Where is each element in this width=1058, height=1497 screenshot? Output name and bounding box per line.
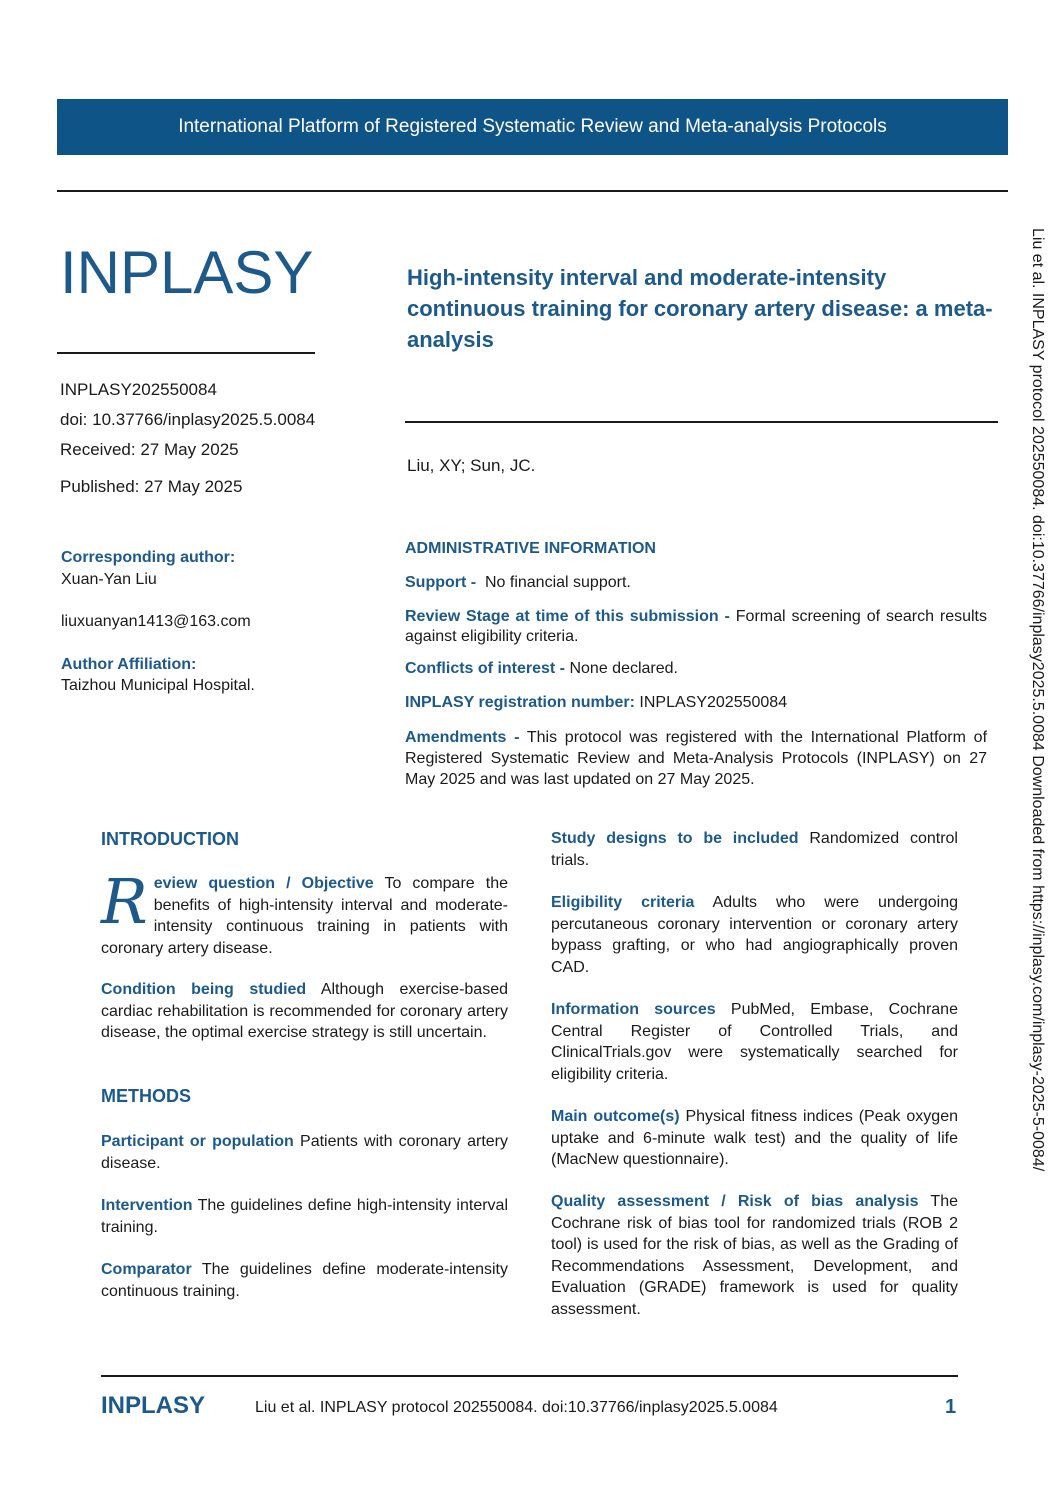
admin-heading (405, 539, 987, 559)
quality-assessment-text: The Cochrane risk of bias tool for randomized trials (ROB 2 tool) is used for the risk of bias, as well as the Grading of Recommendations Assessment, Development, and Evaluation (GRADE) framework is used for quality assessment. (551, 1193, 958, 1318)
quality-assessment-paragraph (551, 1191, 958, 1320)
main-outcomes-paragraph (551, 1106, 958, 1171)
support-field (405, 573, 987, 593)
main-outcomes-label: Main outcome(s) (551, 1108, 680, 1125)
intervention-label: Intervention (101, 1197, 193, 1214)
intervention-paragraph (101, 1195, 508, 1238)
review-stage-value: Formal screening of search results against eligibility criteria. (405, 608, 988, 645)
methods-heading: METHODS (101, 1086, 191, 1106)
inplasy-logo: INPLASY (60, 239, 314, 306)
eligibility-text: Adults who were undergoing percutaneous coronary intervention or coronary artery bypass grafting, or who had angiographically proven CAD. (551, 894, 959, 976)
comparator-paragraph (101, 1259, 508, 1302)
header-banner: International Platform of Registered Systematic Review and Meta-analysis Protocols (57, 99, 1008, 155)
footer-logo: INPLASY (101, 1392, 206, 1419)
title-rule (405, 421, 998, 423)
logo-rule (57, 352, 315, 354)
eligibility-paragraph (551, 892, 958, 978)
registration-number-label: INPLASY registration number: (405, 694, 635, 711)
drop-cap: R (101, 865, 148, 938)
study-design-label: Study designs to be included (551, 830, 799, 847)
support-label: Support - (405, 574, 477, 591)
review-stage-field (405, 607, 987, 647)
conflicts-field (405, 659, 987, 679)
review-stage-label: Review Stage at time of this submission - (405, 608, 730, 625)
registration-number-field (405, 693, 987, 713)
corresponding-author-heading: Corresponding author: (61, 549, 236, 566)
information-sources-text: PubMed, Embase, Cochrane Central Register of Controlled Trials, and ClinicalTrials.gov were systematically searched for eligibility criteria. (551, 1001, 958, 1083)
condition-paragraph (101, 979, 508, 1044)
registration-number-value: INPLASY202550084 (639, 694, 788, 711)
vertical-citation-sidebar: Liu et al. INPLASY protocol 202550084. doi:10.37766/inplasy2025.5.0084 Downloaded from https://inplasy.com/inplasy-2025-5-0084/ (1029, 228, 1046, 1172)
introduction-heading: INTRODUCTION (101, 829, 239, 849)
footer-citation: Liu et al. INPLASY protocol 202550084. doi:10.37766/inplasy2025.5.0084 (255, 1399, 778, 1416)
review-question-paragraph (101, 865, 509, 959)
participant-paragraph (101, 1131, 508, 1174)
support-value: No financial support. (484, 574, 631, 591)
intervention-text: The guidelines define high-intensity interval training. (101, 1197, 508, 1236)
condition-text: Although exercise-based cardiac rehabilitation is recommended for coronary artery disease, the optimal exercise strategy is still uncertain. (101, 981, 508, 1041)
footer-rule (101, 1375, 958, 1377)
author-list: Liu, XY; Sun, JC. (407, 456, 536, 475)
information-sources-paragraph (551, 999, 958, 1085)
affiliation-heading: Author Affiliation: (61, 656, 197, 673)
page-number: 1 (945, 1396, 957, 1418)
conflicts-value: None declared. (569, 660, 678, 677)
amendments-label: Amendments - (405, 729, 520, 746)
corresponding-author-email[interactable]: liuxuanyan1413@163.com (61, 613, 251, 630)
study-design-paragraph (551, 828, 958, 871)
published-date: Published: 27 May 2025 (60, 477, 243, 496)
main-outcomes-text: Physical fitness indices (Peak oxygen uptake and 6-minute walk test) and the quality of life (MacNew questionnaire). (551, 1108, 958, 1168)
corresponding-author-name: Xuan-Yan Liu (61, 571, 157, 588)
participant-label: Participant or population (101, 1133, 294, 1150)
comparator-label: Comparator (101, 1261, 192, 1278)
study-design-text: Randomized control trials. (551, 830, 958, 869)
quality-assessment-label: Quality assessment / Risk of bias analysis (551, 1193, 919, 1210)
received-date: Received: 27 May 2025 (60, 440, 239, 459)
comparator-text: The guidelines define moderate-intensity continuous training. (101, 1261, 509, 1300)
eligibility-label: Eligibility criteria (551, 894, 695, 911)
information-sources-label: Information sources (551, 1001, 716, 1018)
header-rule (57, 190, 1008, 192)
review-question-text: To compare the benefits of high-intensity interval and moderate-intensity continuous training in patients with coronary artery disease. (101, 875, 509, 957)
amendments-value: This protocol was registered with the International Platform of Registered Systematic Review and Meta-Analysis Protocols (INPLASY) on 27 May 2025 and was last updated on 27 May 2025. (405, 729, 988, 788)
affiliation-text: Taizhou Municipal Hospital. (61, 677, 255, 694)
condition-label: Condition being studied (101, 981, 307, 998)
paper-title: High-intensity interval and moderate-intensity continuous training for coronary artery disease: a meta-analysis (407, 265, 993, 352)
registration-id: INPLASY202550084 (60, 380, 217, 399)
conflicts-label: Conflicts of interest - (405, 660, 566, 677)
doi-text[interactable]: doi: 10.37766/inplasy2025.5.0084 (60, 410, 316, 429)
review-question-label: eview question / Objective (153, 875, 374, 892)
admin-heading-text: ADMINISTRATIVE INFORMATION (405, 540, 656, 557)
amendments-field (405, 727, 987, 790)
participant-text: Patients with coronary artery disease. (101, 1133, 508, 1172)
